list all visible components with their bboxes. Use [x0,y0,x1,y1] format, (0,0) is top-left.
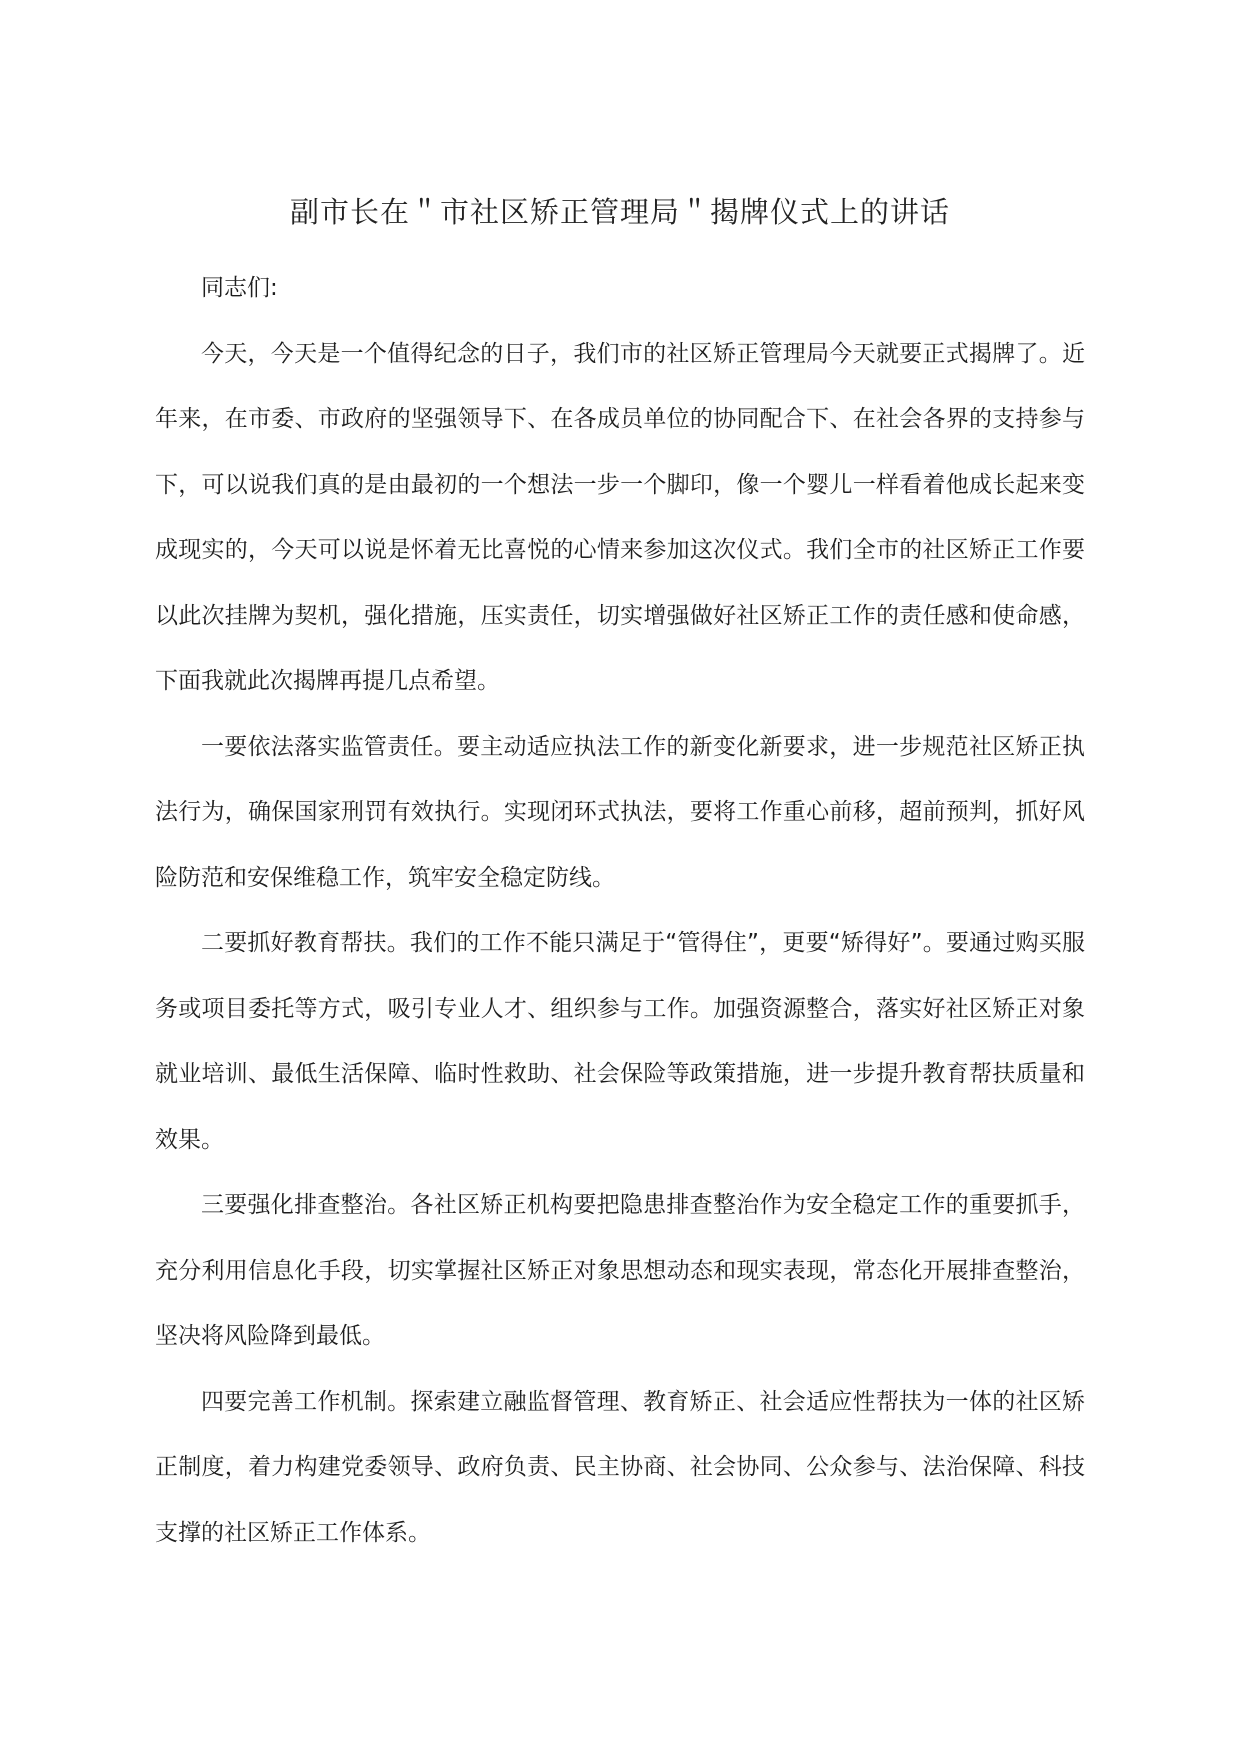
paragraph-point-3: 三要强化排查整治。各社区矫正机构要把隐患排查整治作为安全稳定工作的重要抓手，充分利用信息化手段，切实掌握社区矫正对象思想动态和现实表现，常态化开展排查整治，坚决将风险降到最低。 [155,1192,1085,1349]
document-title: 副市长在＂市社区矫正管理局＂揭牌仪式上的讲话 [289,195,950,229]
salutation: 同志们: [201,275,278,301]
paragraph-point-2: 二要抓好教育帮扶。我们的工作不能只满足于“管得住”，更要“矫得好”。要通过购买服务或项目委托等方式，吸引专业人才、组织参与工作。加强资源整合，落实好社区矫正对象就业培训、最低生活保障、临时性救助、社会保险等政策措施，进一步提升教育帮扶质量和效果。 [155,930,1085,1153]
paragraph-opening: 今天，今天是一个值得纪念的日子，我们市的社区矫正管理局今天就要正式揭牌了。近年来，在市委、市政府的坚强领导下、在各成员单位的协同配合下、在社会各界的支持参与下，可以说我们真的是由最初的一个想法一步一个脚印，像一个婴儿一样看着他成长起来变成现实的，今天可以说是怀着无比喜悦的心情来参加这次仪式。我们全市的社区矫正工作要以此次挂牌为契机，强化措施，压实责任，切实增强做好社区矫正工作的责任感和使命感，下面我就此次揭牌再提几点希望。 [155,340,1085,694]
paragraph-point-4: 四要完善工作机制。探索建立融监督管理、教育矫正、社会适应性帮扶为一体的社区矫正制度，着力构建党委领导、政府负责、民主协商、社会协同、公众参与、法治保障、科技支撑的社区矫正工作体系。 [155,1388,1085,1546]
paragraph-point-1: 一要依法落实监管责任。要主动适应执法工作的新变化新要求，进一步规范社区矫正执法行为，确保国家刑罚有效执行。实现闭环式执法，要将工作重心前移，超前预判，抓好风险防范和安保维稳工作，筑牢安全稳定防线。 [155,733,1085,891]
document-body [155,256,1085,1566]
